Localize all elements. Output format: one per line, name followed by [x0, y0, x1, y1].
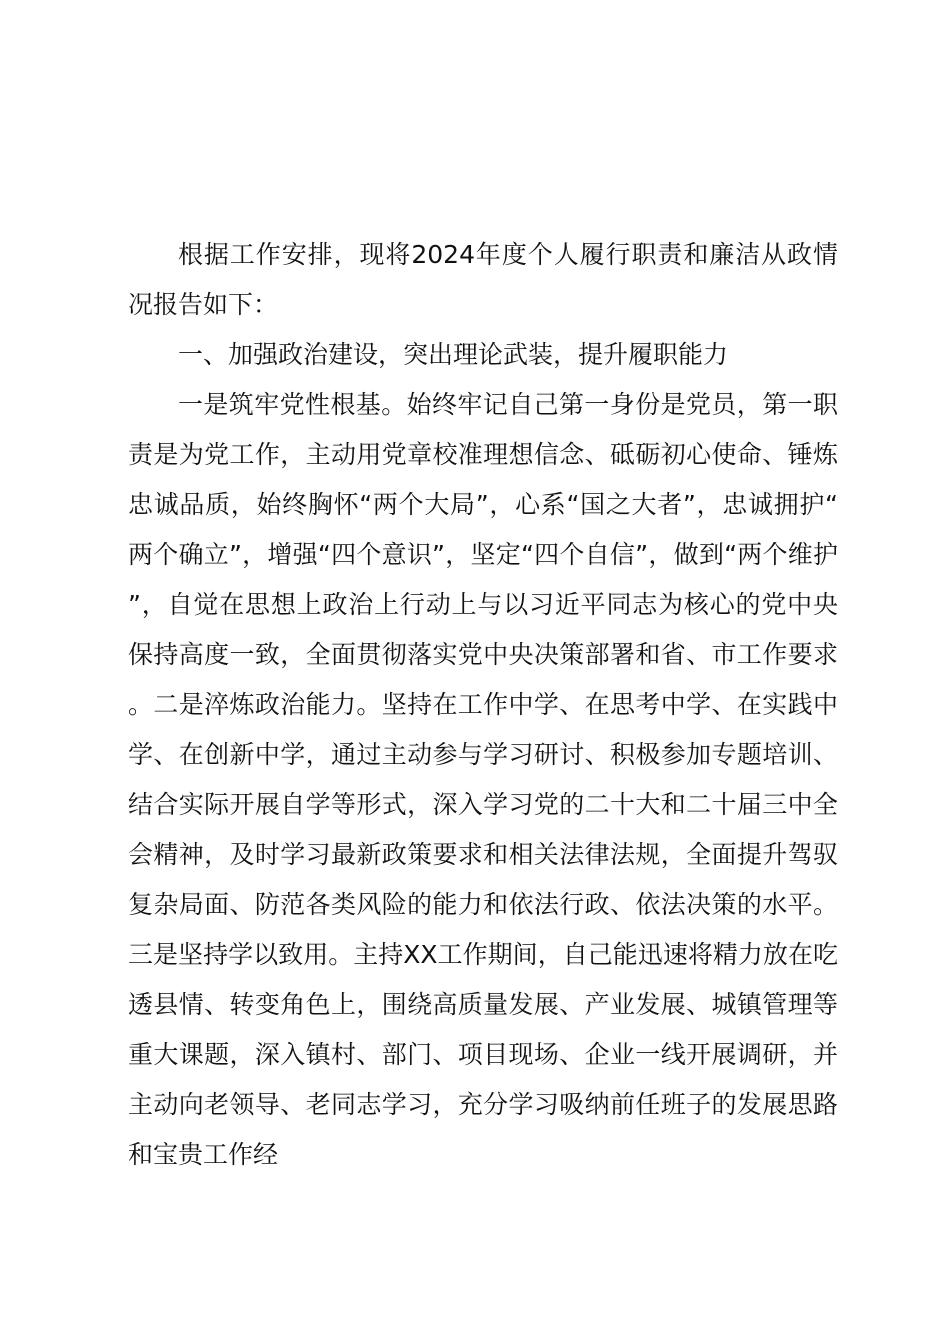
section-heading: 一、加强政治建设，突出理论武装，提升履职能力 — [178, 340, 729, 369]
body-paragraph: 一是筑牢党性根基。始终牢记自己第一身份是党员，第一职责是为党工作，主动用党章校准理想信念、砥砺初心使命、锤炼忠诚品质，始终胸怀“两个大局”，心系“国之大者”，忠诚拥护“两个确立”，增强“四个意识”，坚定“四个自信”，做到“两个维护”，自觉在思想上政治上行动上与以习近平同志为核心的党中央保持高度一致，全面贯彻落实党中央决策部署和省、市工作要求。二是淬炼政治能力。坚持在工作中学、在思考中学、在实践中学、在创新中学，通过主动参与学习研讨、积极参加专题培训、结合实际开展自学等形式，深入学习党的二十大和二十届三中全会精神，及时学习最新政策要求和相关法律法规，全面提升驾驭复杂局面、防范各类风险的能力和依法行政、依法决策的水平。三是坚持学以致用。主持XX工作期间，自己能迅速将精力放在吃透县情、转变角色上，围绕高质量发展、产业发展、城镇管理等重大课题，深入镇村、部门、项目现场、企业一线开展调研，并主动向老领导、老同志学习，充分学习吸纳前任班子的发展思路和宝贵工作经 — [128, 390, 838, 1169]
intro-paragraph: 根据工作安排，现将2024年度个人履行职责和廉洁从政情况报告如下： — [128, 240, 838, 319]
document-body — [128, 230, 838, 1180]
